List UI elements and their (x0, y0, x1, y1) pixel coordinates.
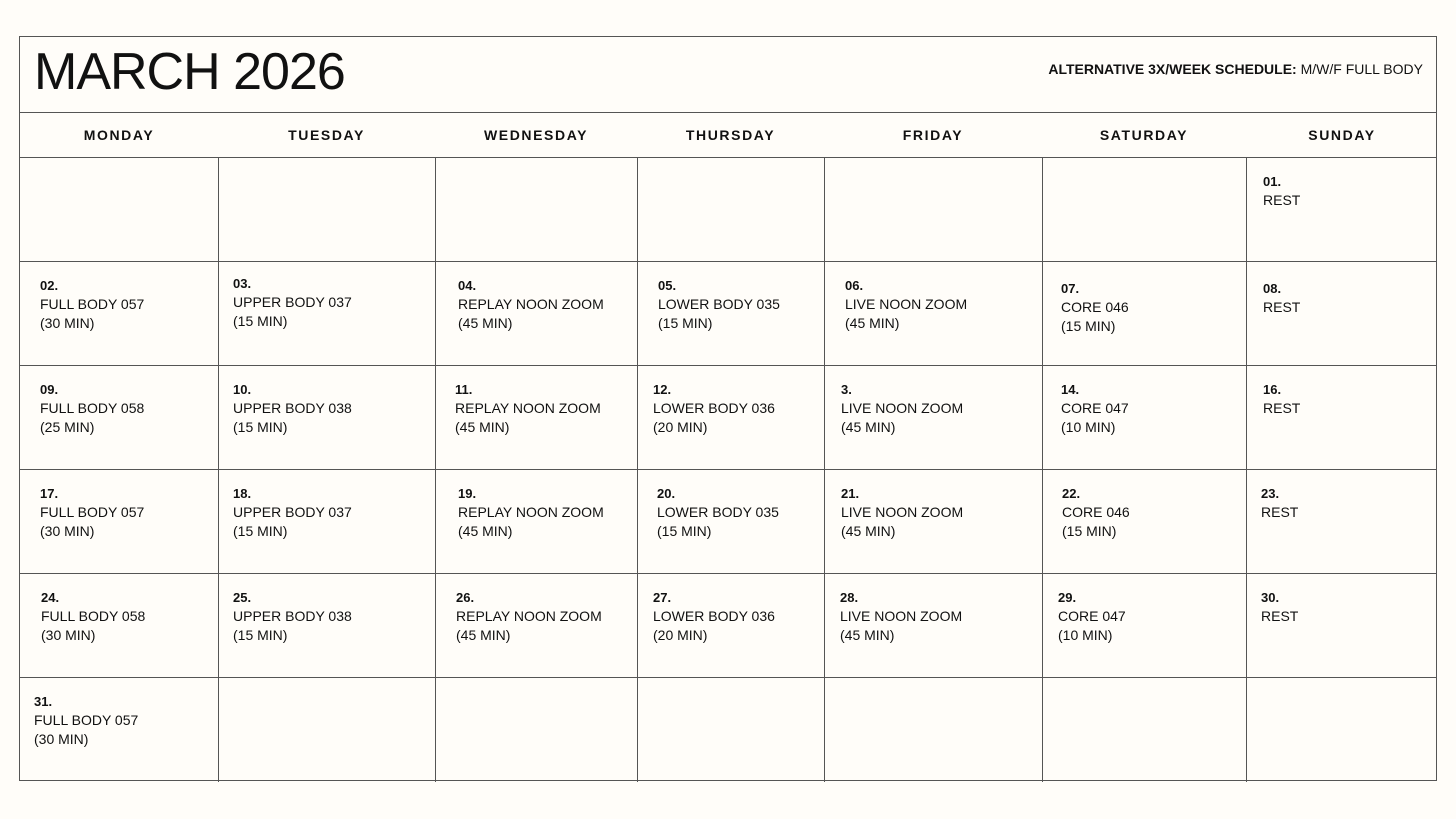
day-number: 17. (40, 486, 59, 501)
day-number: 09. (40, 382, 59, 397)
day-cell[interactable] (1042, 366, 1246, 469)
empty-day-cell[interactable] (637, 158, 824, 261)
workout-duration: (15 MIN) (233, 627, 288, 643)
day-cell[interactable] (637, 366, 824, 469)
workout-activity: LOWER BODY 035 (657, 504, 779, 520)
empty-day-cell[interactable] (435, 678, 637, 782)
calendar (19, 36, 1437, 781)
schedule-note (1048, 61, 1423, 77)
day-number: 03. (233, 276, 252, 291)
day-cell[interactable] (1042, 470, 1246, 573)
day-cell[interactable] (218, 262, 435, 365)
day-number: 02. (40, 278, 59, 293)
day-cell[interactable] (637, 470, 824, 573)
weekday-header-row (20, 113, 1436, 158)
workout-activity: REPLAY NOON ZOOM (458, 504, 604, 520)
workout-duration: (45 MIN) (840, 627, 895, 643)
workout-duration: (15 MIN) (233, 523, 288, 539)
workout-duration: (45 MIN) (458, 523, 513, 539)
day-number: 23. (1261, 486, 1280, 501)
workout-activity: CORE 047 (1058, 608, 1126, 624)
workout-activity: UPPER BODY 037 (233, 504, 352, 520)
day-number: 24. (41, 590, 60, 605)
weekday-header-saturday: SATURDAY (1099, 127, 1189, 143)
workout-duration: (45 MIN) (841, 523, 896, 539)
day-cell[interactable] (637, 262, 824, 365)
workout-activity: UPPER BODY 038 (233, 608, 352, 624)
workout-activity: LOWER BODY 036 (653, 608, 775, 624)
workout-activity: FULL BODY 057 (34, 712, 139, 728)
day-number: 19. (458, 486, 477, 501)
workout-duration: (20 MIN) (653, 419, 708, 435)
workout-activity: REPLAY NOON ZOOM (456, 608, 602, 624)
workout-duration: (15 MIN) (1061, 318, 1116, 334)
day-cell[interactable] (218, 470, 435, 573)
weekday-header-wednesday: WEDNESDAY (483, 127, 589, 143)
workout-activity: REST (1261, 608, 1299, 624)
day-number: 31. (34, 694, 53, 709)
week-row (20, 574, 1436, 678)
workout-activity: REST (1263, 400, 1301, 416)
day-cell[interactable] (218, 574, 435, 677)
workout-activity: CORE 047 (1061, 400, 1129, 416)
schedule-label: ALTERNATIVE 3X/WEEK SCHEDULE: (1048, 61, 1297, 77)
workout-activity: REST (1261, 504, 1299, 520)
empty-day-cell[interactable] (824, 158, 1042, 261)
workout-duration: (30 MIN) (34, 731, 89, 747)
day-cell[interactable] (1246, 574, 1438, 677)
day-number: 06. (845, 278, 864, 293)
week-row (20, 366, 1436, 470)
day-number: 26. (456, 590, 475, 605)
workout-activity: FULL BODY 058 (40, 400, 145, 416)
week-row (20, 470, 1436, 574)
empty-day-cell[interactable] (1246, 678, 1438, 782)
empty-day-cell[interactable] (218, 158, 435, 261)
workout-duration: (15 MIN) (658, 315, 713, 331)
day-number: 14. (1061, 382, 1080, 397)
day-cell[interactable] (20, 574, 218, 677)
workout-activity: UPPER BODY 037 (233, 294, 352, 310)
workout-duration: (15 MIN) (233, 419, 288, 435)
day-cell[interactable] (218, 366, 435, 469)
weekday-header-thursday: THURSDAY (685, 127, 776, 143)
day-cell[interactable] (435, 470, 637, 573)
day-number: 29. (1058, 590, 1077, 605)
day-cell[interactable] (1042, 262, 1246, 365)
workout-duration: (45 MIN) (455, 419, 510, 435)
week-row (20, 158, 1436, 262)
empty-day-cell[interactable] (824, 678, 1042, 782)
workout-duration: (45 MIN) (841, 419, 896, 435)
day-cell[interactable] (1246, 158, 1438, 261)
calendar-header (20, 37, 1436, 113)
day-number: 18. (233, 486, 252, 501)
empty-day-cell[interactable] (20, 158, 218, 261)
weekday-header-monday: MONDAY (83, 127, 155, 143)
day-cell[interactable] (20, 262, 218, 365)
day-cell[interactable] (824, 262, 1042, 365)
day-number: 08. (1263, 281, 1282, 296)
workout-duration: (30 MIN) (40, 523, 95, 539)
workout-activity: LOWER BODY 035 (658, 296, 780, 312)
day-number: 3. (841, 382, 852, 397)
day-number: 30. (1261, 590, 1280, 605)
day-number: 10. (233, 382, 252, 397)
workout-duration: (30 MIN) (40, 315, 95, 331)
day-number: 11. (455, 382, 473, 397)
workout-activity: REPLAY NOON ZOOM (455, 400, 601, 416)
day-number: 04. (458, 278, 477, 293)
empty-day-cell[interactable] (637, 678, 824, 782)
workout-activity: REST (1263, 299, 1301, 315)
day-cell[interactable] (1246, 366, 1438, 469)
workout-activity: LIVE NOON ZOOM (841, 504, 964, 520)
workout-duration: (45 MIN) (458, 315, 513, 331)
empty-day-cell[interactable] (1042, 158, 1246, 261)
workout-duration: (20 MIN) (653, 627, 708, 643)
day-cell[interactable] (1246, 470, 1438, 573)
workout-duration: (45 MIN) (845, 315, 900, 331)
workout-duration: (15 MIN) (657, 523, 712, 539)
month-title: MARCH 2026 (34, 43, 345, 101)
workout-activity: LIVE NOON ZOOM (840, 608, 963, 624)
workout-activity: LOWER BODY 036 (653, 400, 775, 416)
day-cell[interactable] (637, 574, 824, 677)
day-number: 25. (233, 590, 252, 605)
workout-duration: (30 MIN) (41, 627, 96, 643)
workout-activity: REPLAY NOON ZOOM (458, 296, 604, 312)
day-cell[interactable] (824, 366, 1042, 469)
workout-activity: REST (1263, 192, 1301, 208)
day-number: 01. (1263, 174, 1282, 189)
workout-activity: UPPER BODY 038 (233, 400, 352, 416)
workout-duration: (10 MIN) (1061, 419, 1116, 435)
weekday-header-friday: FRIDAY (902, 127, 964, 143)
day-cell[interactable] (824, 470, 1042, 573)
day-number: 05. (658, 278, 677, 293)
workout-activity: FULL BODY 057 (40, 504, 145, 520)
day-number: 21. (841, 486, 860, 501)
workout-activity: FULL BODY 058 (41, 608, 146, 624)
day-number: 22. (1062, 486, 1081, 501)
workout-duration: (45 MIN) (456, 627, 511, 643)
day-cell[interactable] (1042, 574, 1246, 677)
weekday-header-tuesday: TUESDAY (288, 127, 365, 143)
day-cell[interactable] (435, 366, 637, 469)
day-number: 28. (840, 590, 859, 605)
workout-duration: (15 MIN) (233, 313, 288, 329)
day-cell[interactable] (435, 574, 637, 677)
workout-duration: (10 MIN) (1058, 627, 1113, 643)
workout-activity: CORE 046 (1061, 299, 1129, 315)
day-number: 27. (653, 590, 672, 605)
day-cell[interactable] (20, 366, 218, 469)
workout-activity: LIVE NOON ZOOM (845, 296, 968, 312)
day-cell[interactable] (20, 470, 218, 573)
empty-day-cell[interactable] (435, 158, 637, 261)
empty-day-cell[interactable] (1042, 678, 1246, 782)
week-row (20, 262, 1436, 366)
day-number: 20. (657, 486, 676, 501)
workout-activity: LIVE NOON ZOOM (841, 400, 964, 416)
workout-duration: (25 MIN) (40, 419, 95, 435)
day-cell[interactable] (435, 262, 637, 365)
day-number: 07. (1061, 281, 1080, 296)
workout-duration: (15 MIN) (1062, 523, 1117, 539)
schedule-value: M/W/F FULL BODY (1300, 61, 1423, 77)
day-cell[interactable] (1246, 262, 1438, 365)
day-cell[interactable] (20, 678, 218, 782)
workout-activity: FULL BODY 057 (40, 296, 145, 312)
day-cell[interactable] (824, 574, 1042, 677)
week-row (20, 678, 1436, 782)
day-number: 12. (653, 382, 672, 397)
weekday-header-sunday: SUNDAY (1308, 127, 1376, 143)
workout-activity: CORE 046 (1062, 504, 1130, 520)
empty-day-cell[interactable] (218, 678, 435, 782)
day-number: 16. (1263, 382, 1282, 397)
